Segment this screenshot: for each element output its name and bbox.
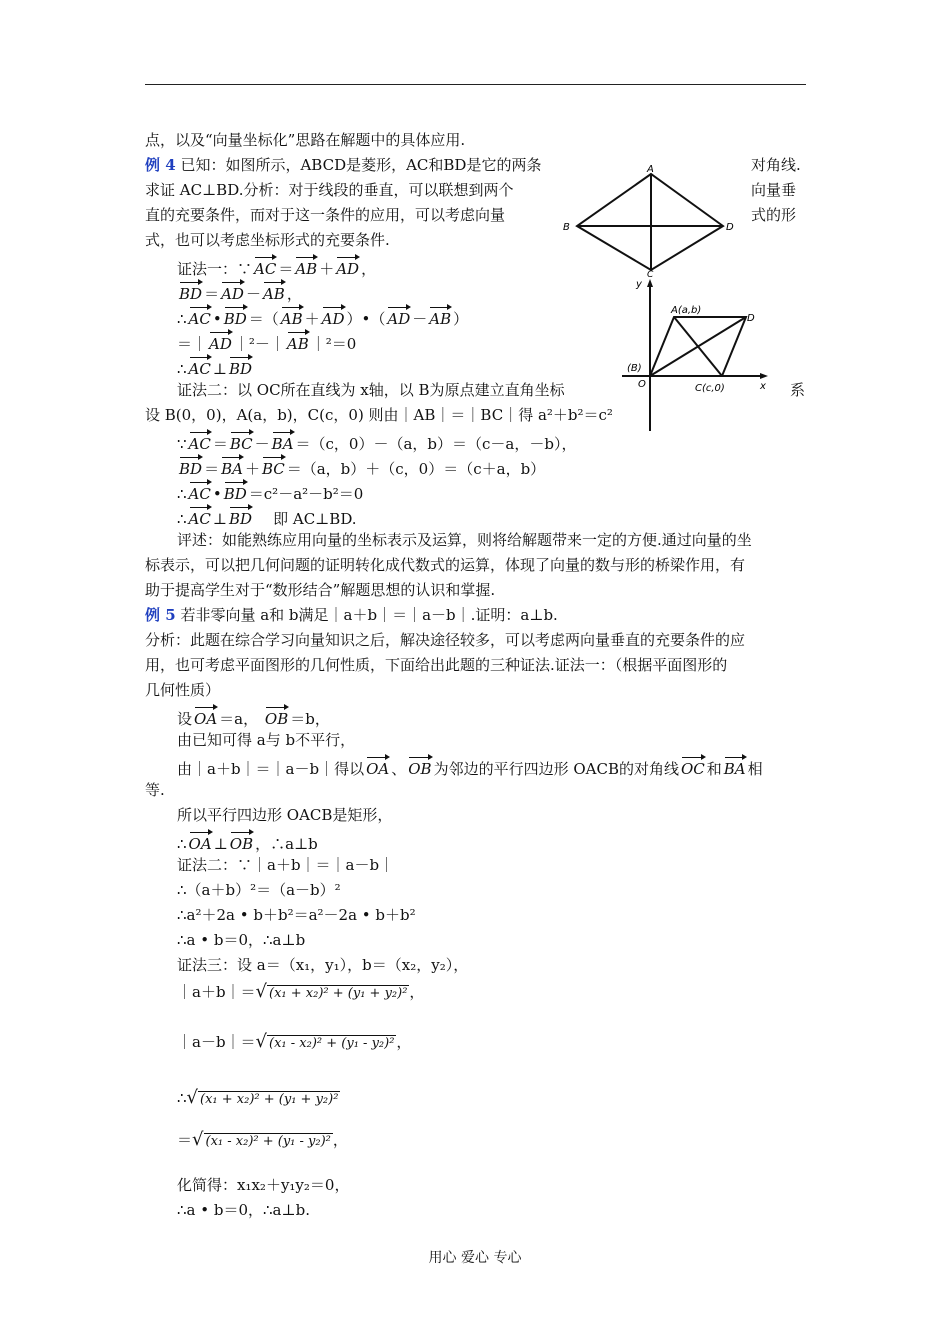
review-line1: 评述：如能熟练应用向量的坐标表示及运算，则将给解题带来一定的方便.通过向量的坐 <box>177 531 752 549</box>
text: ＝ <box>212 435 228 453</box>
text: ， <box>361 260 377 278</box>
proof2-line3 <box>177 430 576 454</box>
vector-ab: AB <box>281 305 303 329</box>
point-label-c: C(c,0) <box>695 383 725 394</box>
vector-ab: AB <box>287 330 309 354</box>
coordinate-figure <box>618 275 783 435</box>
text: 相 <box>747 760 763 778</box>
sqrt-icon: √ <box>255 981 268 1002</box>
text: ⊥ <box>212 360 227 378</box>
vector-ba: BA <box>272 430 294 454</box>
ex5-line: 证法三：设 a＝（x₁，y₁），b＝（x₂，y₂）， <box>177 956 469 974</box>
text: ∴ <box>177 1089 187 1107</box>
proof1-line2 <box>177 280 302 304</box>
proof1-line5 <box>177 355 254 379</box>
axis-label-y: y <box>636 279 642 290</box>
ex5-line: ∴a • b＝0，∴a⊥b. <box>177 1201 310 1219</box>
vector-bd: BD <box>179 455 202 479</box>
text-line-right: 对角线. <box>751 156 801 174</box>
vector-ac: AC <box>189 480 211 504</box>
vector-bd: BD <box>229 355 252 379</box>
vector-bc: BC <box>262 455 285 479</box>
text: ＝（a，b）＋（c，0）＝（c＋a，b） <box>286 460 546 478</box>
vector-ab: AB <box>429 305 451 329</box>
vector-oa: OA <box>189 830 212 854</box>
axis-label-x: x <box>760 381 766 392</box>
vector-ad: AD <box>221 280 244 304</box>
text: ＝ <box>204 285 220 303</box>
ex5-line: 等. <box>145 781 165 799</box>
ex5-line <box>177 755 763 779</box>
vector-bd: BD <box>224 480 247 504</box>
text-line: 式，也可以考虑坐标形式的充要条件. <box>145 231 390 249</box>
text: ｜²－｜ <box>233 335 285 353</box>
point-label-d: D <box>747 313 755 324</box>
proof2-line1: 证法二：以 OC所在直线为 x轴，以 B为原点建立直角坐标 <box>177 381 565 399</box>
radicand: (x₁ + x₂)² + (y₁ + y₂)² <box>269 986 408 1001</box>
example-label: 例 5 <box>145 606 176 624</box>
vector-bd: BD <box>224 305 247 329</box>
text: ＝｜ <box>177 335 208 353</box>
point-label-o: O <box>638 379 646 390</box>
text: ＝（ <box>248 310 279 328</box>
text: ， <box>332 1131 348 1149</box>
text-line: 用，也可考虑平面图形的几何性质，下面给出此题的三种证法.证法一：（根据平面图形的 <box>145 656 728 674</box>
text-line: 求证 AC⊥BD.分析：对于线段的垂直，可以联想到两个 <box>145 181 514 199</box>
text: ＝ <box>177 1131 193 1149</box>
point-label-a: A(a,b) <box>671 305 702 316</box>
radicand: (x₁ + x₂)² + (y₁ + y₂)² <box>200 1092 339 1107</box>
proof2-line4 <box>177 455 545 479</box>
text: ＝ <box>204 460 220 478</box>
vector-bc: BC <box>230 430 253 454</box>
text-line-right: 式的形 <box>751 206 797 224</box>
review-line2: 标表示，可以把几何问题的证明转化成代数式的运算，体现了向量的数与形的桥梁作用，有 <box>145 556 746 574</box>
proof1-line3 <box>177 305 468 329</box>
vector-ad: AD <box>209 330 232 354</box>
radical-line <box>177 1088 340 1110</box>
text: ， <box>286 285 302 303</box>
text-line: 分析：此题在综合学习向量知识之后，解决途径较多，可以考虑两向量垂直的充要条件的应 <box>145 631 746 649</box>
text: ＝ <box>278 260 294 278</box>
text: ＝a， <box>219 710 259 728</box>
example-label: 例 4 <box>145 156 176 174</box>
page-footer: 用心 爱心 专心 <box>428 1250 522 1266</box>
header-rule <box>145 84 806 85</box>
text: ）•（ <box>346 310 386 328</box>
vector-ac: AC <box>189 430 211 454</box>
text: ⊥ <box>212 510 227 528</box>
point-label-b: (B) <box>627 363 642 374</box>
text: － <box>245 285 261 303</box>
rhombus-figure <box>555 160 745 278</box>
proof2-line5 <box>177 480 363 504</box>
proof1-line1 <box>177 255 376 279</box>
text: ， <box>396 1033 412 1051</box>
vector-ac: AC <box>189 355 211 379</box>
text: ⊥ <box>213 835 228 853</box>
text: 即 AC⊥BD. <box>273 510 357 528</box>
text: ∵ <box>177 435 187 453</box>
text: ＋ <box>244 460 260 478</box>
text: ＝c²－a²－b²＝0 <box>248 485 364 503</box>
radical-line <box>177 1032 411 1054</box>
ex5-line <box>177 830 318 854</box>
vertex-label-a: A <box>647 164 654 175</box>
text: • <box>212 485 222 503</box>
vector-ac: AC <box>254 255 276 279</box>
text-line: 直的充要条件，而对于这一条件的应用，可以考虑向量 <box>145 206 506 224</box>
vector-oa: OA <box>366 755 389 779</box>
vector-ba: BA <box>724 755 746 779</box>
text-line: 点，以及“向量坐标化”思路在解题中的具体应用. <box>145 131 466 149</box>
example-4-line <box>145 155 541 175</box>
radicand: (x₁ - x₂)² + (y₁ - y₂)² <box>205 1134 331 1149</box>
text: ＋ <box>319 260 335 278</box>
text: 、 <box>391 760 407 778</box>
text: ｜a＋b｜＝ <box>177 983 256 1001</box>
text: ∴ <box>177 310 187 328</box>
text: • <box>212 310 222 328</box>
text: ∴ <box>177 510 187 528</box>
ex5-line: 所以平行四边形 OACB是矩形， <box>177 806 393 824</box>
text: ∴ <box>177 835 187 853</box>
text: ＝（c，0）－（a，b）＝（c－a，－b）， <box>295 435 577 453</box>
ex5-line: 由已知可得 a与 b不平行， <box>177 731 356 749</box>
text: 设 <box>177 710 193 728</box>
ex5-line: ∴a²＋2a • b＋b²＝a²－2a • b＋b² <box>177 906 416 924</box>
proof2-line2: 设 B(0，0)，A(a，b)，C(c，0) 则由｜AB｜＝｜BC｜得 a²＋b²＝c² <box>145 406 613 424</box>
proof1-line4 <box>177 330 356 354</box>
vector-ac: AC <box>189 305 211 329</box>
review-line3: 助于提高学生对于“数形结合”解题思想的认识和掌握. <box>145 581 496 599</box>
vector-ad: AD <box>387 305 410 329</box>
vector-ad: AD <box>322 305 345 329</box>
ex5-line: ∴a • b＝0，∴a⊥b <box>177 931 306 949</box>
vector-oa: OA <box>194 705 217 729</box>
text: 由｜a＋b｜＝｜a－b｜得以 <box>177 760 365 778</box>
ex5-line: 证法二：∵｜a＋b｜＝｜a－b｜ <box>177 856 395 874</box>
text: 已知：如图所示，ABCD是菱形，AC和BD是它的两条 <box>180 156 542 174</box>
radical-line <box>177 1130 348 1152</box>
text: ∴ <box>177 485 187 503</box>
vector-ab: AB <box>263 280 285 304</box>
radicand: (x₁ - x₂)² + (y₁ - y₂)² <box>269 1036 395 1051</box>
text: ｜²＝0 <box>310 335 357 353</box>
vector-ac: AC <box>189 505 211 529</box>
vector-bd: BD <box>179 280 202 304</box>
text: － <box>254 435 270 453</box>
ex5-line: ∴（a＋b）²＝（a－b）² <box>177 881 341 899</box>
text: ） <box>453 310 469 328</box>
vertex-label-c: C <box>647 270 654 278</box>
sqrt-icon: √ <box>255 1031 268 1052</box>
text: ｜a－b｜＝ <box>177 1033 256 1051</box>
vector-ob: OB <box>265 705 288 729</box>
vector-ob: OB <box>230 830 253 854</box>
text: ， <box>409 983 425 1001</box>
text-line: 几何性质） <box>145 681 221 699</box>
vector-ab: AB <box>295 255 317 279</box>
example-5-line <box>145 605 558 625</box>
text-line-right: 向量垂 <box>751 181 797 199</box>
vector-oc: OC <box>681 755 705 779</box>
text: ＝b， <box>290 710 330 728</box>
text: ，∴a⊥b <box>255 835 318 853</box>
sqrt-icon: √ <box>186 1087 199 1108</box>
ex5-line <box>177 705 330 729</box>
radical-line <box>177 982 424 1004</box>
text: 若非零向量 a和 b满足｜a＋b｜＝｜a－b｜.证明：a⊥b. <box>180 606 558 624</box>
sqrt-icon: √ <box>192 1129 204 1150</box>
text: 和 <box>706 760 722 778</box>
text: 证法一：∵ <box>177 260 253 278</box>
vertex-label-b: B <box>563 222 570 233</box>
ex5-line: 化简得：x₁x₂＋y₁y₂＝0， <box>177 1176 350 1194</box>
proof2-line6 <box>177 505 357 529</box>
text: － <box>412 310 428 328</box>
text-line-right: 系 <box>790 381 806 399</box>
text: ∴ <box>177 360 187 378</box>
vector-ba: BA <box>221 455 243 479</box>
vertex-label-d: D <box>726 222 734 233</box>
vector-bd: BD <box>229 505 252 529</box>
text: ＋ <box>304 310 320 328</box>
text: 为邻边的平行四边形 OACB的对角线 <box>433 760 679 778</box>
vector-ob: OB <box>408 755 431 779</box>
vector-ad: AD <box>336 255 359 279</box>
